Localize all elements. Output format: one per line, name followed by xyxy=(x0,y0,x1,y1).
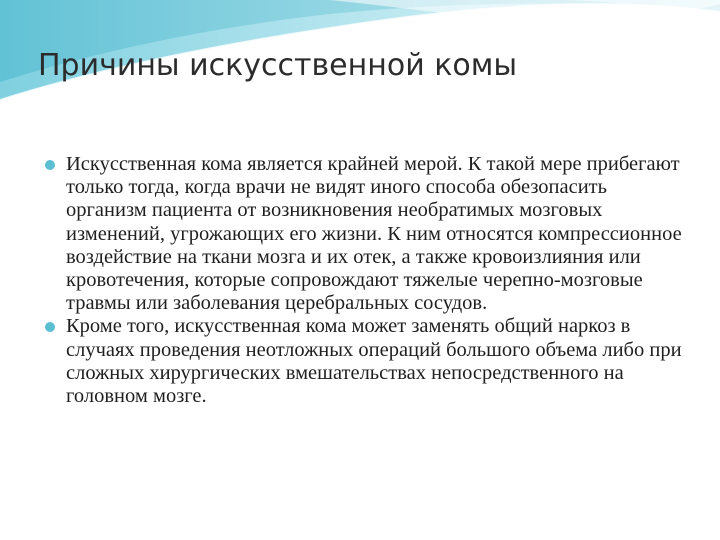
bullet-dot-icon xyxy=(45,160,55,170)
bullet-item xyxy=(44,315,684,408)
bullet-list xyxy=(44,153,684,408)
bullet-dot-icon xyxy=(45,322,55,332)
bullet-item xyxy=(44,153,684,315)
slide-title: Причины искусственной комы xyxy=(38,48,518,83)
bullet-text: Кроме того, искусственная кома может заменять общий наркоз в случаях проведения неотложных операций большого объема либо при сложных хирургических вмешательствах непосредственного на головном мозге. xyxy=(66,315,682,408)
bullet-text: Искусственная кома является крайней мерой. К такой мере прибегают только тогда, когда врачи не видят иного способа обезопасить организм пациента от возникновения необратимых мозговых изменений, угрожающих его жизни. К ним относятся компрессионное воздействие на ткани мозга и их отек, а также кровоизлияния или кровотечения, которые сопровождают тяжелые черепно-мозговые травмы или заболевания церебральных сосудов. xyxy=(66,153,682,315)
